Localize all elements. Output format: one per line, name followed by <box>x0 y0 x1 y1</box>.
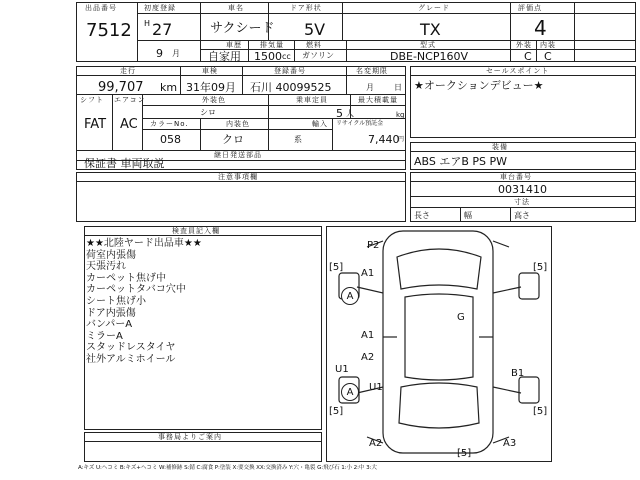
plate-value: 石川 40099525 <box>250 81 332 94</box>
ac-label: エアコン <box>114 96 146 104</box>
sales-label: セールスポイント <box>486 67 550 75</box>
capacity-unit: 人 <box>346 109 354 118</box>
car-name-label: 車名 <box>228 4 244 12</box>
equip-label: 装備 <box>492 143 508 151</box>
first-reg-label: 初度登録 <box>144 4 176 12</box>
mark-rear-bumper-right: A3 <box>503 438 517 449</box>
note-line: 社外アルミホイール <box>86 353 176 365</box>
displacement-unit: cc <box>282 52 291 61</box>
import-unit: 系 <box>294 135 302 144</box>
transfer-month: 月 <box>366 83 374 92</box>
int-label: 内装 <box>540 41 556 49</box>
note-line: ★★北陸ヤード出品車★★ <box>86 238 202 249</box>
lot-label: 出品番号 <box>85 4 117 12</box>
mark-front-left-tire: A <box>341 287 359 305</box>
docs-value: 保証書 車両取説 <box>84 157 165 170</box>
mark-rear-left-tire: A <box>341 383 359 401</box>
score-label: 評価点 <box>518 4 542 12</box>
tire-depth-fl: [5] <box>329 262 344 273</box>
ext-label: 外装 <box>516 41 532 49</box>
remarks-label: 注意事項欄 <box>218 173 258 181</box>
grade-value: TX <box>420 20 441 39</box>
note-line: ミラーA <box>86 330 123 342</box>
mark-rear-bumper-left: A2 <box>369 438 383 449</box>
inspector-title: 検査員記入欄 <box>172 227 220 235</box>
recycle-value: 7,440 <box>368 133 400 146</box>
mark-rear-right: B1 <box>511 368 525 379</box>
dims-label: 寸法 <box>514 198 530 206</box>
docs-label: 継日発送部品 <box>214 151 262 159</box>
plate-label: 登録番号 <box>274 67 306 75</box>
length-label: 長さ <box>414 211 430 220</box>
usage-value: 自家用 <box>208 50 241 63</box>
recycle-unit: 円 <box>398 136 405 143</box>
tire-depth-rl: [5] <box>329 406 344 417</box>
sales-point-box <box>410 66 636 138</box>
mark-left-rear-door: A2 <box>361 352 375 363</box>
note-line: 荷室内張傷 <box>86 249 136 261</box>
tire-depth-rr: [5] <box>533 406 548 417</box>
color-no-label: カラーNo. <box>150 120 189 128</box>
note-line: 天張汚れ <box>86 261 126 273</box>
transfer-label: 名変期限 <box>356 67 388 75</box>
color-no-value: 058 <box>160 133 181 146</box>
door-label: ドア形状 <box>290 4 322 12</box>
mark-p2: P2 <box>367 240 380 251</box>
note-line: バンパーA <box>86 319 133 331</box>
car-name: サクシード <box>210 21 275 36</box>
mark-left-sill: U1 <box>335 364 349 375</box>
transfer-day: 日 <box>394 83 402 92</box>
ac-value: AC <box>120 117 138 132</box>
lot-number: 7512 <box>86 20 132 41</box>
recycle-label: リサイクル預託金 <box>336 120 384 127</box>
office-label: 事務局よりご案内 <box>158 433 222 441</box>
load-unit: kg <box>396 111 405 119</box>
displacement-label: 排気量 <box>260 41 284 49</box>
reg-month: 9 <box>156 47 163 60</box>
mileage-value: 99,707 <box>98 80 144 95</box>
ext-value: C <box>524 50 532 63</box>
legend-footer: A:キズ U:ヘコミ B:キズ+ヘコミ W:補修跡 S:錆 C:腐食 P:塗装 X:要交換 XX:交換済み Y:穴・亀裂 G:飛び石 1:小 2:中 3:大 <box>78 465 377 471</box>
inspector-notes <box>86 238 202 366</box>
grade-label: グレード <box>418 4 450 12</box>
shift-value: FAT <box>84 117 107 132</box>
height-label: 高さ <box>514 211 530 220</box>
fuel-label: 燃料 <box>306 41 322 49</box>
capacity-label: 乗車定員 <box>296 96 328 104</box>
tire-depth-spare: [5] <box>457 448 472 459</box>
mileage-label: 走行 <box>120 67 136 75</box>
color-value: シロ <box>200 108 216 117</box>
color-label: 外装色 <box>202 96 226 104</box>
model-label: 型式 <box>420 41 436 49</box>
mark-roof: G <box>457 312 465 323</box>
inspection-value: 31年09月 <box>186 81 236 94</box>
mileage-unit: km <box>160 81 178 94</box>
int-value: C <box>544 50 552 63</box>
equip-value: ABS エアB PS PW <box>414 155 508 168</box>
usage-label: 車歴 <box>226 41 242 49</box>
car-outline-diagram <box>327 227 551 461</box>
era: H <box>144 19 151 28</box>
score-value: 4 <box>534 16 547 40</box>
reg-year: 27 <box>152 20 173 39</box>
fuel-value: ガソリン <box>302 51 334 60</box>
door-value: 5V <box>304 20 326 39</box>
inspection-label: 車検 <box>202 67 218 75</box>
sales-point: ★オークションデビュー★ <box>414 79 544 92</box>
frame-value: 0031410 <box>498 183 547 196</box>
displacement-value: 1500 <box>254 50 282 63</box>
tire-depth-fr: [5] <box>533 262 548 273</box>
width-label: 幅 <box>464 211 472 220</box>
model-value: DBE-NCP160V <box>390 50 468 63</box>
load-label: 最大積載量 <box>358 96 398 104</box>
int-color-value: クロ <box>222 133 244 146</box>
note-line: ドア内張傷 <box>86 307 136 319</box>
note-line: カーペットタバコ穴中 <box>86 284 186 296</box>
shift-label: シフト <box>80 96 104 104</box>
damage-diagram <box>326 226 552 462</box>
mark-left-door: A1 <box>361 330 375 341</box>
mark-front-left: A1 <box>361 268 375 279</box>
note-line: シート焦げ小 <box>86 295 146 307</box>
note-line: カーペット焦げ中 <box>86 272 166 284</box>
frame-label: 車台番号 <box>500 173 532 181</box>
mark-rear-left: U1 <box>369 382 383 393</box>
int-color-label: 内装色 <box>226 120 250 128</box>
import-label: 輸入 <box>312 120 328 128</box>
month-unit: 月 <box>172 49 180 58</box>
note-line: スタッドレスタイヤ <box>86 342 176 354</box>
capacity-value: 5 <box>336 107 343 120</box>
